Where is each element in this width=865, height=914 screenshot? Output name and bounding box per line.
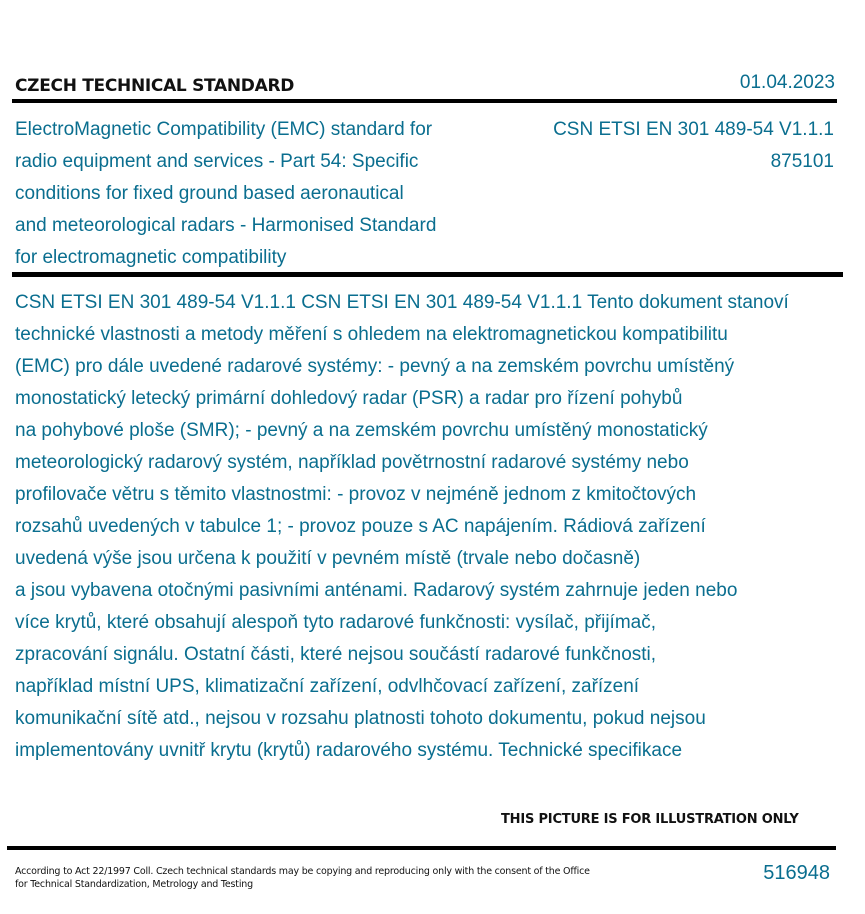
title-line: radio equipment and services - Part 54: Specific [15, 151, 419, 172]
abstract-line: rozsahů uvedených v tabulce 1; - provoz pouze s AC napájením. Rádiová zařízení [15, 516, 706, 537]
standard-type-label: CZECH TECHNICAL STANDARD [15, 76, 295, 96]
title-line: conditions for fixed ground based aeronautical [15, 183, 404, 204]
legal-line: for Technical Standardization, Metrology and Testing [15, 879, 253, 890]
abstract-line: uvedená výše jsou určena k použití v pevném místě (trvale nebo dočasně) [15, 548, 641, 569]
standard-identifiers [553, 114, 834, 178]
document-number: 516948 [763, 862, 830, 884]
abstract-text [15, 287, 865, 767]
title-rule [12, 272, 843, 277]
abstract-line: technické vlastnosti a metody měření s ohledem na elektromagnetickou kompatibilitu [15, 324, 728, 345]
abstract-line: na pohybové ploše (SMR); - pevný a na zemském povrchu umístěný monostatický [15, 420, 708, 441]
abstract-line: meteorologický radarový systém, například povětrnostní radarové systémy nebo [15, 452, 689, 473]
abstract-line: zpracování signálu. Ostatní části, které nejsou součástí radarové funkčnosti, [15, 644, 657, 665]
abstract-line: implementovány uvnitř krytu (krytů) radarového systému. Technické specifikace [15, 740, 683, 761]
title-line: and meteorological radars - Harmonised Standard [15, 215, 437, 236]
footer-rule [7, 846, 836, 850]
abstract-line: komunikační sítě atd., nejsou v rozsahu platnosti tohoto dokumentu, pokud nejsou [15, 708, 706, 729]
abstract-line: monostatický letecký primární dohledový radar (PSR) a radar pro řízení pohybů [15, 388, 683, 409]
title-line: ElectroMagnetic Compatibility (EMC) standard for [15, 119, 433, 140]
standard-code: CSN ETSI EN 301 489-54 V1.1.1 [553, 119, 834, 140]
title-line: for electromagnetic compatibility [15, 247, 287, 268]
classification-number: 875101 [770, 151, 834, 172]
abstract-line: více krytů, které obsahují alespoň tyto radarové funkčnosti: vysílač, přijímač, [15, 612, 657, 633]
abstract-line: například místní UPS, klimatizační zařízení, odvlhčovací zařízení, zařízení [15, 676, 640, 697]
abstract-line: a jsou vybavena otočnými pasivními anténami. Radarový systém zahrnuje jeden nebo [15, 580, 738, 601]
legal-notice [15, 865, 615, 891]
header-rule [12, 99, 837, 103]
abstract-line: CSN ETSI EN 301 489-54 V1.1.1 CSN ETSI EN 301 489-54 V1.1.1 Tento dokument stanoví [15, 292, 789, 313]
abstract-line: profilovače větru s těmito vlastnostmi: - provoz v nejméně jednom z kmitočtových [15, 484, 697, 505]
abstract-line: (EMC) pro dále uvedené radarové systémy: - pevný a na zemském povrchu umístěný [15, 356, 735, 377]
standard-title [15, 114, 505, 274]
legal-line: According to Act 22/1997 Coll. Czech technical standards may be copying and reproducing only with the consent of the Office [15, 866, 590, 877]
publication-date: 01.04.2023 [739, 72, 835, 93]
illustration-note: THIS PICTURE IS FOR ILLUSTRATION ONLY [501, 812, 799, 827]
